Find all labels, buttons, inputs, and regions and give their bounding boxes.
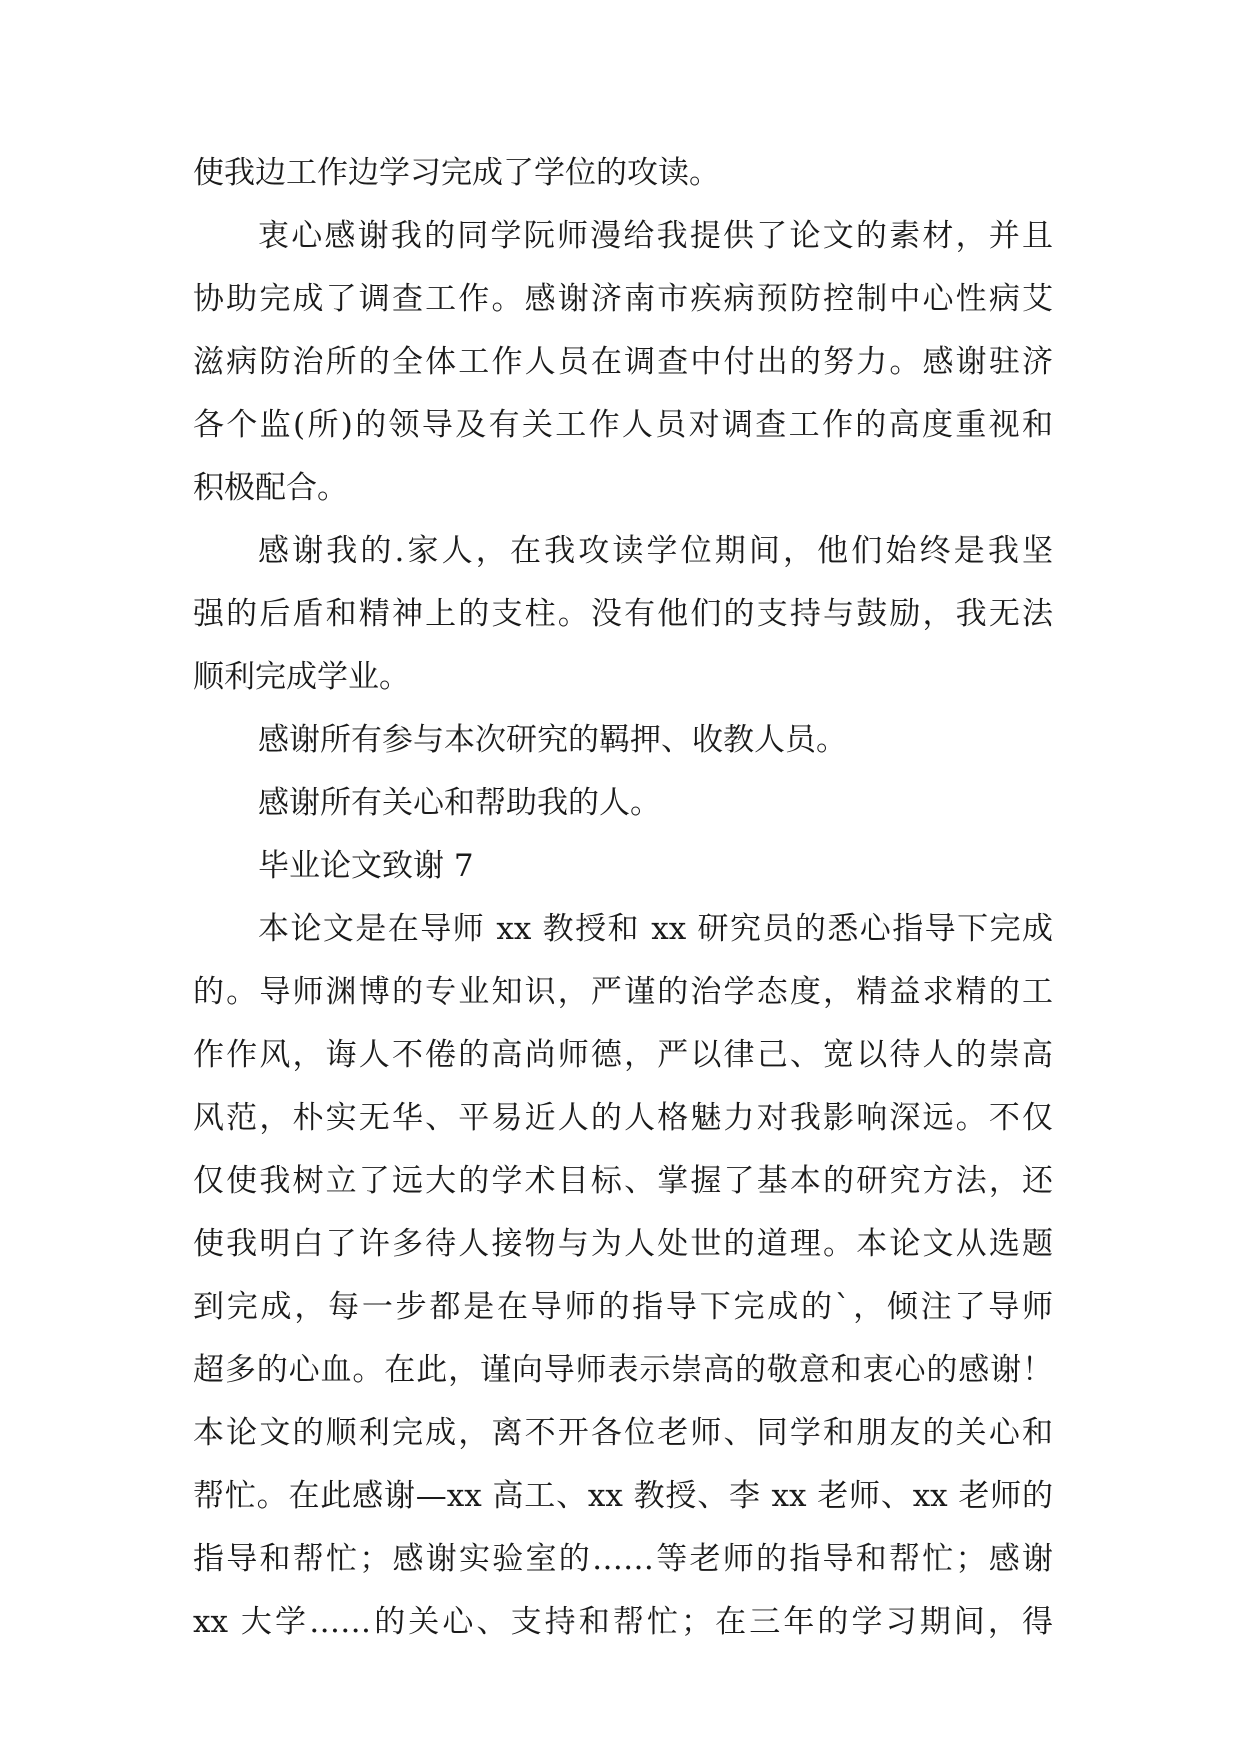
- text-line: 积极配合。: [193, 470, 348, 506]
- text-line: 感谢所有关心和帮助我的人。: [258, 785, 661, 821]
- text-line: 使我明白了许多待人接物与为人处世的道理。本论文从选题: [193, 1226, 1053, 1262]
- text-line: 风范，朴实无华、平易近人的人格魅力对我影响深远。不仅: [193, 1100, 1053, 1136]
- text-line: 帮忙。在此感谢—xx 高工、xx 教授、李 xx 老师、xx 老师的: [193, 1478, 1053, 1514]
- text-line: 衷心感谢我的同学阮师漫给我提供了论文的素材，并且: [258, 218, 1053, 254]
- text-line: xx 大学……的关心、支持和帮忙；在三年的学习期间，得: [193, 1604, 1053, 1640]
- text-line: 仅使我树立了远大的学术目标、掌握了基本的研究方法，还: [193, 1163, 1053, 1199]
- text-line: 协助完成了调查工作。感谢济南市疾病预防控制中心性病艾: [193, 281, 1053, 317]
- text-line: 本论文的顺利完成，离不开各位老师、同学和朋友的关心和: [193, 1415, 1053, 1451]
- text-line: 作作风，诲人不倦的高尚师德，严以律己、宽以待人的崇高: [193, 1037, 1053, 1073]
- text-line: 强的后盾和精神上的支柱。没有他们的支持与鼓励，我无法: [193, 596, 1053, 632]
- text-line: 超多的心血。在此，谨向导师表示崇高的敬意和衷心的感谢！: [193, 1352, 1053, 1388]
- text-line: 到完成，每一步都是在导师的指导下完成的`，倾注了导师: [193, 1289, 1053, 1325]
- text-line: 各个监(所)的领导及有关工作人员对调查工作的高度重视和: [193, 407, 1053, 443]
- text-line: 滋病防治所的全体工作人员在调查中付出的努力。感谢驻济: [193, 344, 1053, 380]
- text-line: 的。导师渊博的专业知识，严谨的治学态度，精益求精的工: [193, 974, 1053, 1010]
- text-line: 本论文是在导师 xx 教授和 xx 研究员的悉心指导下完成: [258, 911, 1053, 947]
- text-line: 顺利完成学业。: [193, 659, 410, 695]
- text-line: 感谢我的.家人，在我攻读学位期间，他们始终是我坚: [258, 533, 1053, 569]
- text-line: 使我边工作边学习完成了学位的攻读。: [193, 155, 720, 191]
- text-line: 指导和帮忙；感谢实验室的……等老师的指导和帮忙；感谢: [193, 1541, 1053, 1577]
- section-heading: 毕业论文致谢 7: [258, 848, 474, 884]
- text-line: 感谢所有参与本次研究的羁押、收教人员。: [258, 722, 847, 758]
